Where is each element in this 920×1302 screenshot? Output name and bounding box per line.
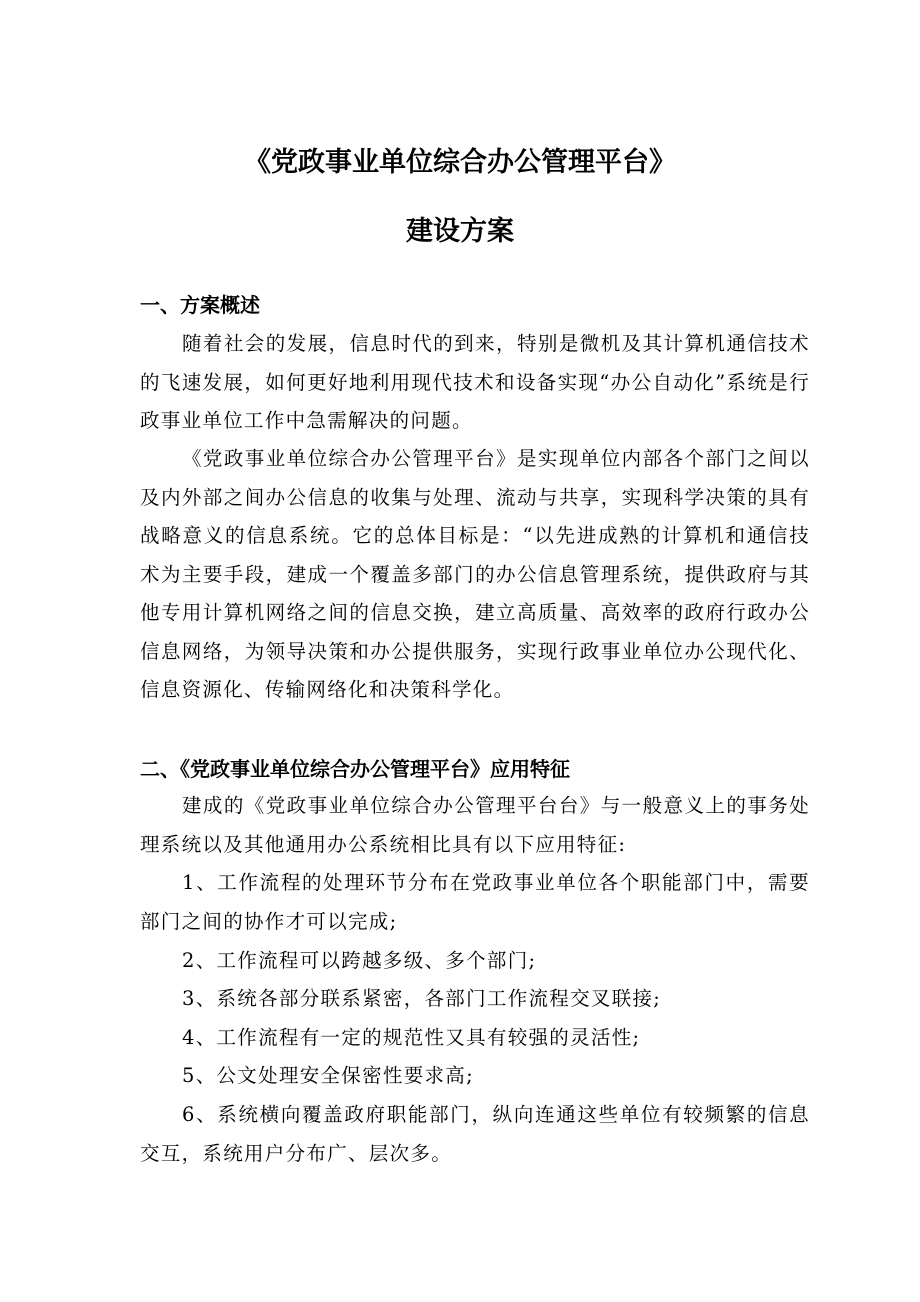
feature-item: 2、工作流程可以跨越多级、多个部门; <box>182 949 537 972</box>
feature-item: 4、工作流程有一定的规范性又具有较强的灵活性; <box>182 1026 641 1049</box>
feature-item: 1、工作流程的处理环节分布在党政事业单位各个职能部门中，需要部门之间的协作才可以完成; <box>140 871 810 933</box>
section-1-heading: 一、方案概述 <box>140 293 260 317</box>
feature-item: 5、公文处理安全保密性要求高; <box>182 1064 474 1087</box>
section-1-paragraph: 随着社会的发展，信息时代的到来，特别是微机及其计算机通信技术的飞速发展，如何更好地利用现代技术和设备实现“办公自动化”系统是行政事业单位工作中急需解决的问题。 <box>140 332 810 432</box>
document-subtitle: 建设方案 <box>406 216 514 247</box>
section-1-paragraph: 《党政事业单位综合办公管理平台》是实现单位内部各个部门之间以及内外部之间办公信息的收集与处理、流动与共享，实现科学决策的具有战略意义的信息系统。它的总体目标是：“以先进成熟的计算机和通信技术为主要手段，建成一个覆盖多部门的办公信息管理系统，提供政府与其他专用计算机网络之间的信息交换，建立高质量、高效率的政府行政办公信息网络，为领导决策和办公提供服务，实现行政事业单位办公现代化、信息资源化、传输网络化和决策科学化。 <box>140 447 810 701</box>
document-title: 《党政事业单位综合办公管理平台》 <box>244 147 676 178</box>
section-2-heading: 二、《党政事业单位综合办公管理平台》应用特征 <box>140 757 570 781</box>
feature-item: 3、系统各部分联系紧密，各部门工作流程交叉联接; <box>182 987 662 1010</box>
feature-item: 6、系统横向覆盖政府职能部门，纵向连通这些单位有较频繁的信息交互，系统用户分布广、层次多。 <box>140 1103 810 1165</box>
section-2-intro: 建成的《党政事业单位综合办公管理平台台》与一般意义上的事务处理系统以及其他通用办公系统相比具有以下应用特征: <box>140 794 810 856</box>
